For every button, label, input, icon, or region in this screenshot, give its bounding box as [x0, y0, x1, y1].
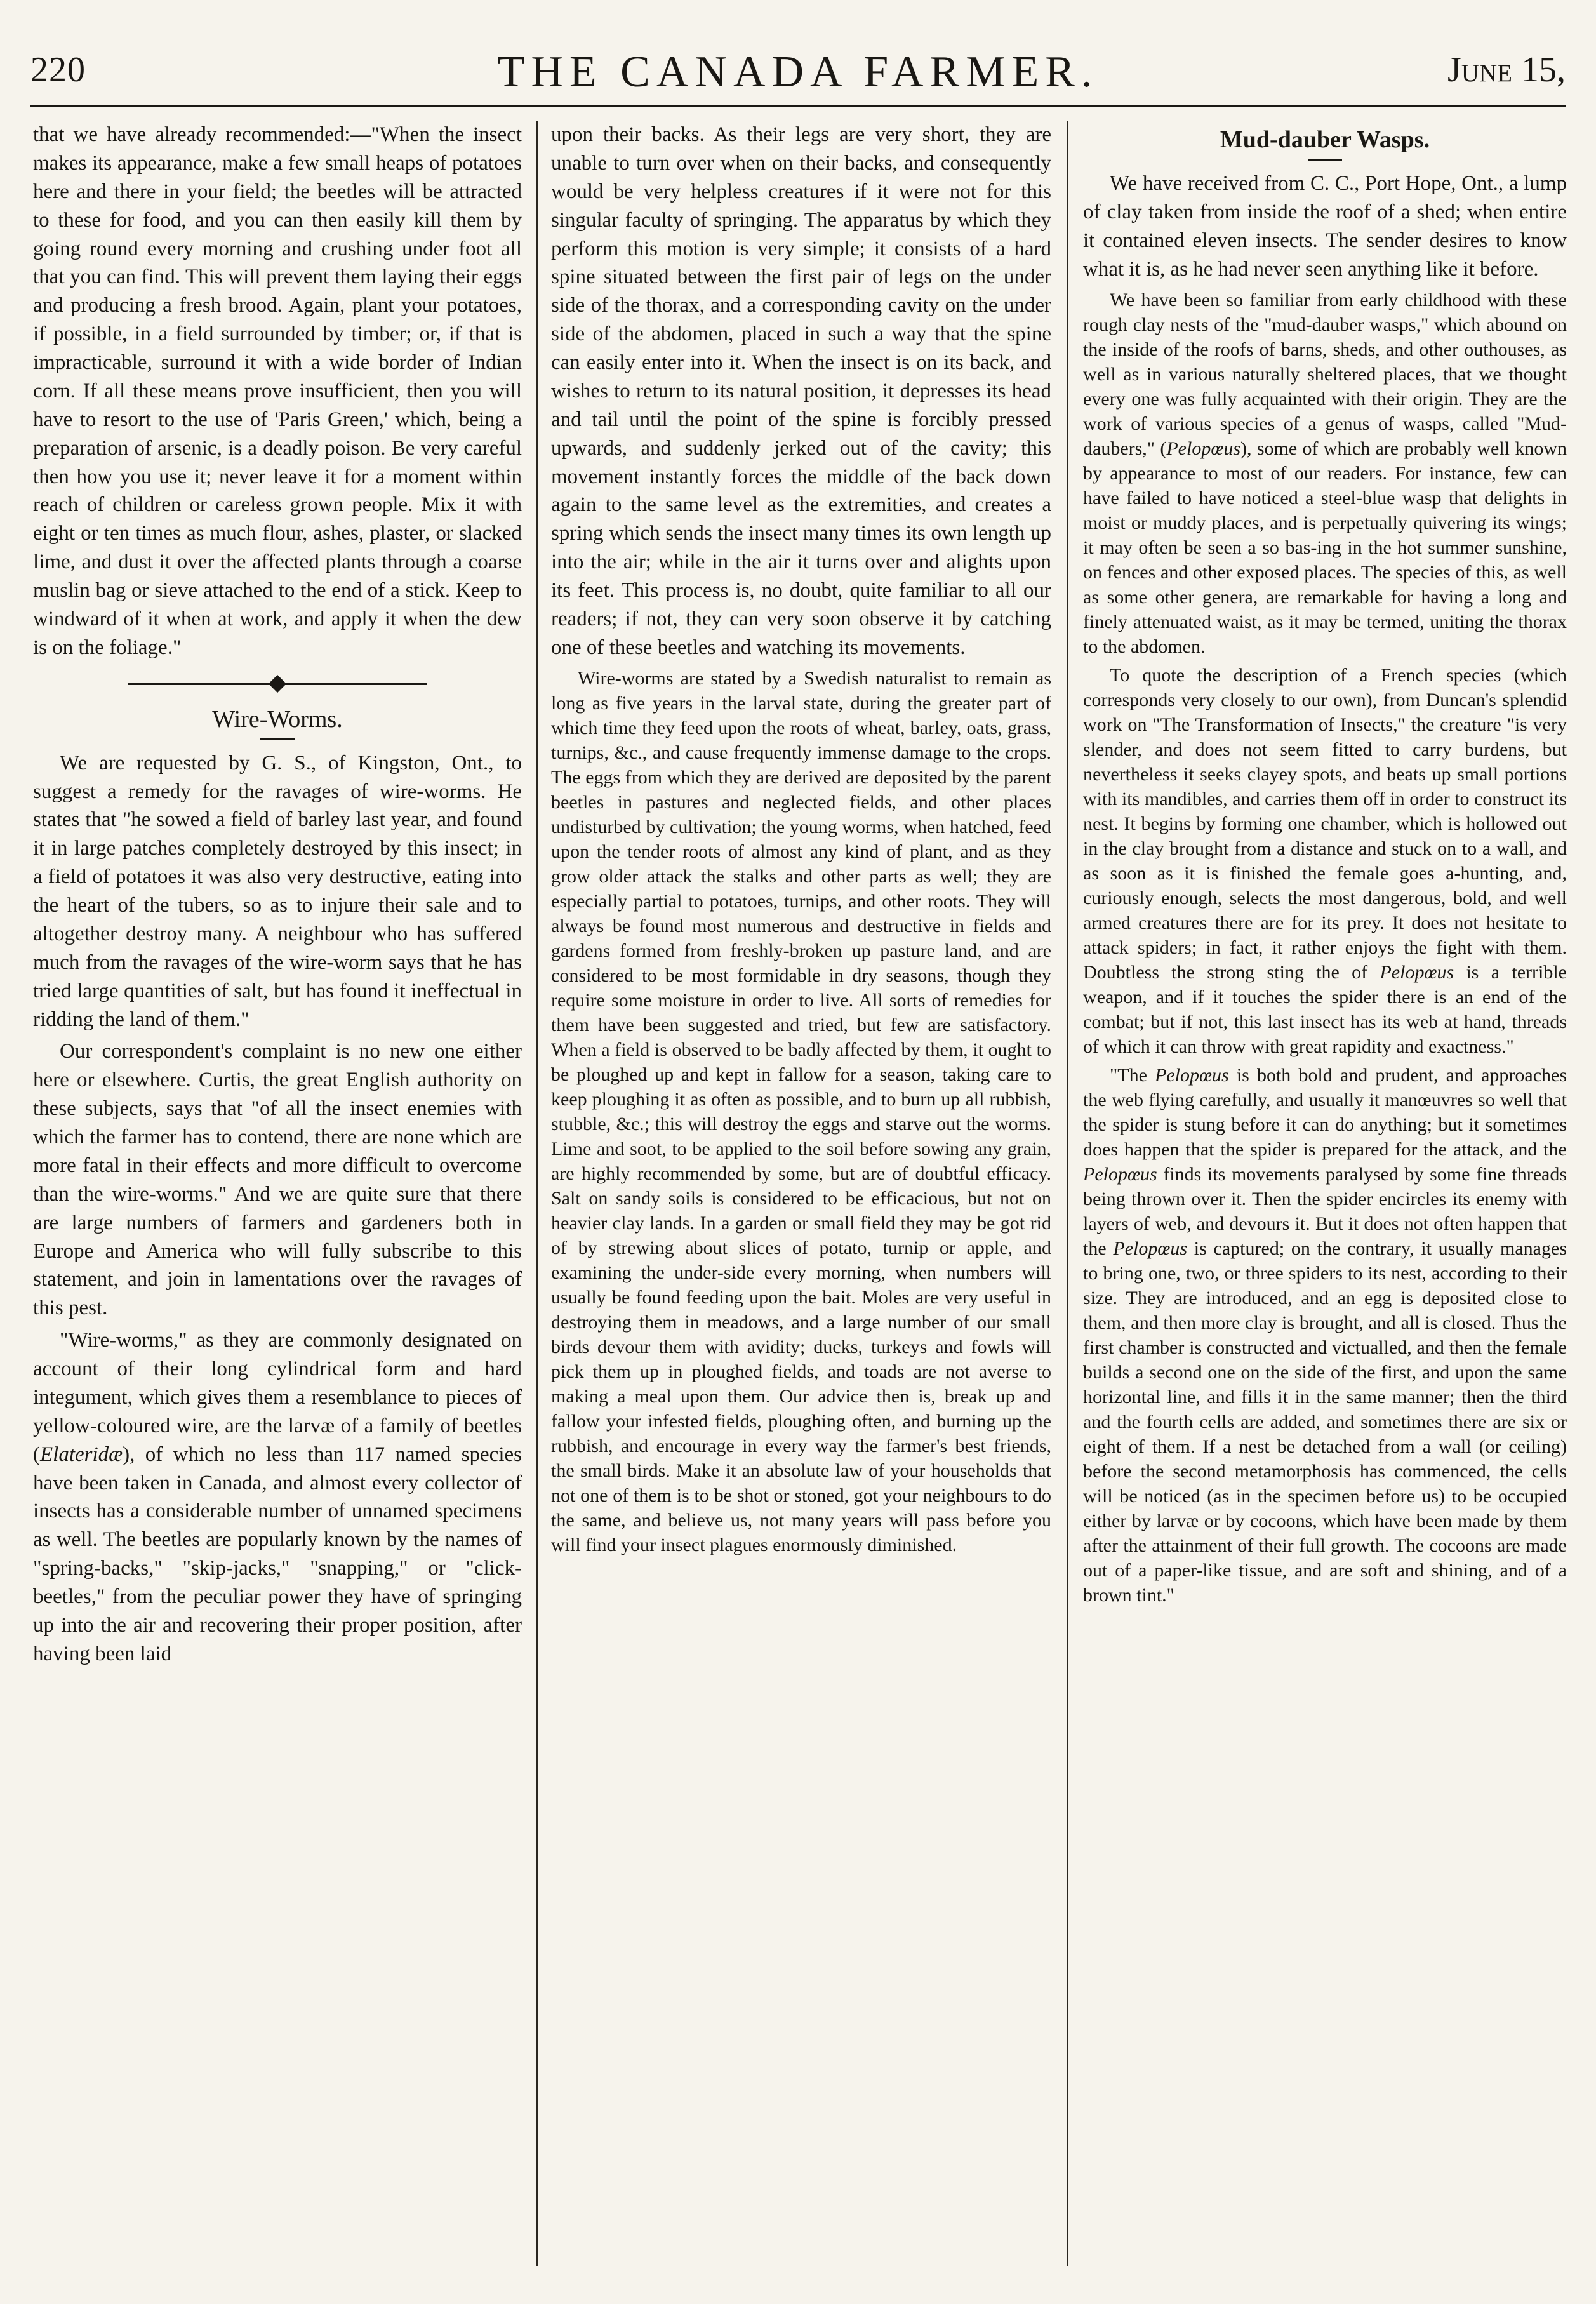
article-paragraph: "Wire-worms," as they are commonly designated on account of their long cylindrical form and hard integument, which gives them a resemblance to pieces of yellow-coloured wire, are the larvæ of a family of beetles (Elateridæ), of which no less than 117 named species have been taken in Canada, and almost every collector of insects has a considerable number of unnamed specimens as well. The beetles are popularly known by the names of "spring-backs," "skip-jacks," "snapping," or "click-beetles," from the peculiar power they have of springing up into the air and recovering their proper position, after having been laid	[33, 1329, 522, 1665]
italic-term: Pelopœus	[1113, 1237, 1188, 1259]
italic-term: Elateridæ	[40, 1442, 123, 1466]
article-heading-wire-worms: Wire-Worms.	[212, 705, 343, 733]
article-paragraph: that we have already recommended:—"When the insect makes its appearance, make a few small heaps of potatoes here and there in your field; the beetles will be attracted to these for food, and you can then easily kill them by going round every morning and crushing under foot all that you can find. This will prevent them laying their eggs and producing a fresh brood. Again, plant your potatoes, if possible, in a field surrounded by timber; or, if that is impracticable, surround it with a wide border of Indian corn. If all these means prove insufficient, then you will have to resort to the use of 'Paris Green,' which, being a preparation of arsenic, is a deadly poison. Be very careful then how you use it; never leave it for a moment within reach of children or careless grown people. Mix it with eight or ten times as much flour, ashes, plaster, or slacked lime, and dust it over the affected plants through a coarse muslin bag or sieve attached to the end of a stick. Keep to windward of it when at work, and apply it when the dew is on the foliage."	[33, 123, 522, 659]
italic-term: Pelopœus	[1155, 1064, 1229, 1086]
heading-rule	[260, 738, 295, 740]
italic-term: Pelopœus	[1380, 961, 1454, 983]
article-heading-mud-dauber: Mud-dauber Wasps.	[1220, 126, 1430, 153]
issue-date: June 15,	[1447, 50, 1566, 90]
italic-term: Pelopœus	[1166, 437, 1241, 459]
italic-term: Pelopœus	[1083, 1163, 1157, 1185]
column-rule-right	[1067, 121, 1068, 2266]
article-paragraph: We have been so familiar from early childhood with these rough clay nests of the "mud-dauber wasps," which abound on the inside of the roofs of barns, sheds, and other outhouses, as well as in various naturally sheltered places, that we thought every one was fully acquainted with their origin. They are the work of various species of a genus of wasps, called "Mud-daubers," (Pelopœus), some of which are probably well known by appearance to most of our readers. For instance, few can have failed to have noticed a steel-blue wasp that delights in moist or muddy places, and is perpetually quivering its wings; it may often be seen a so bas-ing in the hot summer sunshine, on fences and other exposed places. The species of this, as well as some other genera, are remarkable for having a long and finely attenuated waist, as it may be termed, uniting the thorax to the abdomen.	[1083, 289, 1567, 657]
article-paragraph: We are requested by G. S., of Kingston, Ont., to suggest a remedy for the ravages of wire-worms. He states that "he sowed a field of barley last year, and found it in large patches completely destroyed by this insect; in a field of potatoes it was also very destructive, eating into the heart of the tubers, so as to injure their sale and to altogether destroy many. A neighbour who has suffered much from the ravages of the wire-worm says that he has tried large quantities of salt, but has found it ineffectual in ridding the land of them."	[33, 751, 522, 1031]
column-one	[33, 121, 522, 2266]
page-header	[30, 44, 1566, 102]
article-paragraph: "The Pelopœus is both bold and prudent, and approaches the web flying carefully, and usually it manœuvres so well that the spider is stung before it can do anything; but it sometimes does happen that the spider is prepared for the attack, and the Pelopœus finds its movements paralysed by some fine threads being thrown over it. Then the spider encircles its enemy with layers of web, and devours it. But it does not often happen that the Pelopœus is captured; on the contrary, it usually manages to bring one, two, or three spiders to its nest, according to their size. They are introduced, and an egg is deposited close to them, and then more clay is brought, and all is closed. Thus the first chamber is constructed and victualled, and then the female builds a second one on the side of the first, and upon the same horizontal line, and fills it in the same manner; then the third and the fourth cells are added, and sometimes there are six or eight of them. If a nest be detached from a wall (or ceiling) before the second metamorphosis has commenced, the cells will be noticed (as in the specimen before us) to be occupied either by larvæ or by cocoons, which have been made by them after the attainment of their full growth. The cocoons are made out of a paper-like tissue, and are soft and shining, and of a brown tint."	[1083, 1064, 1567, 1606]
article-paragraph: We have received from C. C., Port Hope, Ont., a lump of clay taken from inside the roof of a shed; when entire it contained eleven insects. The sender desires to know what it is, as he had never seen anything like it before.	[1083, 172, 1567, 281]
publication-title: THE CANADA FARMER.	[497, 48, 1099, 97]
article-paragraph: Our correspondent's complaint is no new one either here or elsewhere. Curtis, the great English authority on these subjects, says that "of all the insect enemies with which the farmer has to contend, there are none which are more fatal in their effects and more difficult to overcome than the wire-worms." And we are quite sure that there are large numbers of farmers and gardeners both in Europe and America who will fully subscribe to this statement, and join in lamentations over the ravages of this pest.	[33, 1040, 522, 1320]
page-number: 220	[30, 50, 86, 90]
heading-rule	[1308, 159, 1342, 161]
article-paragraph: Wire-worms are stated by a Swedish naturalist to remain as long as five years in the larval state, during the greater part of which time they feed upon the roots of wheat, barley, oats, grass, turnips, &c., and cause frequently immense damage to the crops. The eggs from which they are derived are deposited by the parent beetles in pastures and neglected fields, and other places undisturbed by cultivation; the young worms, when hatched, feed upon the tender roots of almost any kind of plant, and as they grow older attack the stalks and other parts as well; they are especially partial to potatoes, turnips, and other roots. They will always be found most numerous and destructive in fields and gardens formed from freshly-broken up pasture land, and are considered to be most formidable in dry seasons, though they require some moisture in order to live. All sorts of remedies for them have been suggested and tried, but few are satisfactory. When a field is observed to be badly affected by them, it ought to be ploughed up and kept in fallow for a season, taking care to keep ploughing it as often as possible, and to burn up all rubbish, stubble, &c.; this will destroy the eggs and starve out the worms. Lime and soot, to be applied to the soil before sowing any grain, are highly recommended by some, but are of doubtful efficacy. Salt on sandy soils is considered to be efficacious, but not on heavier clay lands. In a garden or small field they may be got rid of by strewing about slices of potato, turnip or apple, and examining the under-side every morning, when numbers will usually be found feeding upon the bait. Moles are very useful in destroying them in meadows, and a large number of our small birds devour them with avidity; ducks, turkeys and fowls will pick them up in ploughed fields, and toads are not averse to making a meal upon them. Our advice then is, break up and fallow your infested fields, ploughing often, and burning up the rubbish, and encourage in every way the farmer's best friends, the small birds. Make it an absolute law of your households that not one of them is to be shot or stoned, got your neighbours to do the same, and believe us, not many years will pass before you will find your insect plagues enormously diminished.	[551, 667, 1051, 1555]
header-rule	[30, 105, 1566, 107]
column-rule-left	[536, 121, 538, 2266]
column-three	[1083, 121, 1567, 2266]
article-paragraph: To quote the description of a French species (which corresponds very closely to our own), from Duncan's splendid work on "The Transformation of Insects," the creature "is very slender, and does not seem fitted to carry burdens, but nevertheless it seeks clayey spots, and beats up small portions with its mandibles, and carries them off in order to construct its nest. It begins by forming one chamber, which is hollowed out in the clay brought from a distance and stuck on to a wall, and as soon as it is finished the female goes a-hunting, and, curiously enough, selects the most dangerous, bold, and well armed creatures there are for its prey. It does not hesitate to attack spiders; in fact, it rather enjoys the fight with them. Doubtless the strong sting the of Pelopœus is a terrible weapon, and if it touches the spider there is an end of the combat; but if not, this last insect has its web at hand, threads of which it can throw with great rapidity and exactness."	[1083, 664, 1567, 1057]
section-divider	[33, 671, 522, 696]
article-paragraph: upon their backs. As their legs are very short, they are unable to turn over when on their backs, and consequently would be very helpless creatures if it were not for this singular faculty of springing. The apparatus by which they perform this motion is very simple; it consists of a hard spine situated between the first pair of legs on the under side of the thorax, and a corresponding cavity on the under side of the abdomen, placed in such a way that the spine can easily enter into it. When the insect is on its back, and wishes to return to its natural position, it depresses its head and tail until the point of the spine is forcibly pressed upwards, and suddenly jerked out of the cavity; this movement instantly forces the middle of the back down again to the same level as the extremities, and creates a spring which sends the insect many times its own length up into the air; while in the air it turns over and alights upon its feet. This process is, no doubt, quite familiar to all our readers; if not, they can very soon observe it by catching one of these beetles and watching its movements.	[551, 123, 1051, 659]
column-two	[551, 121, 1051, 2266]
